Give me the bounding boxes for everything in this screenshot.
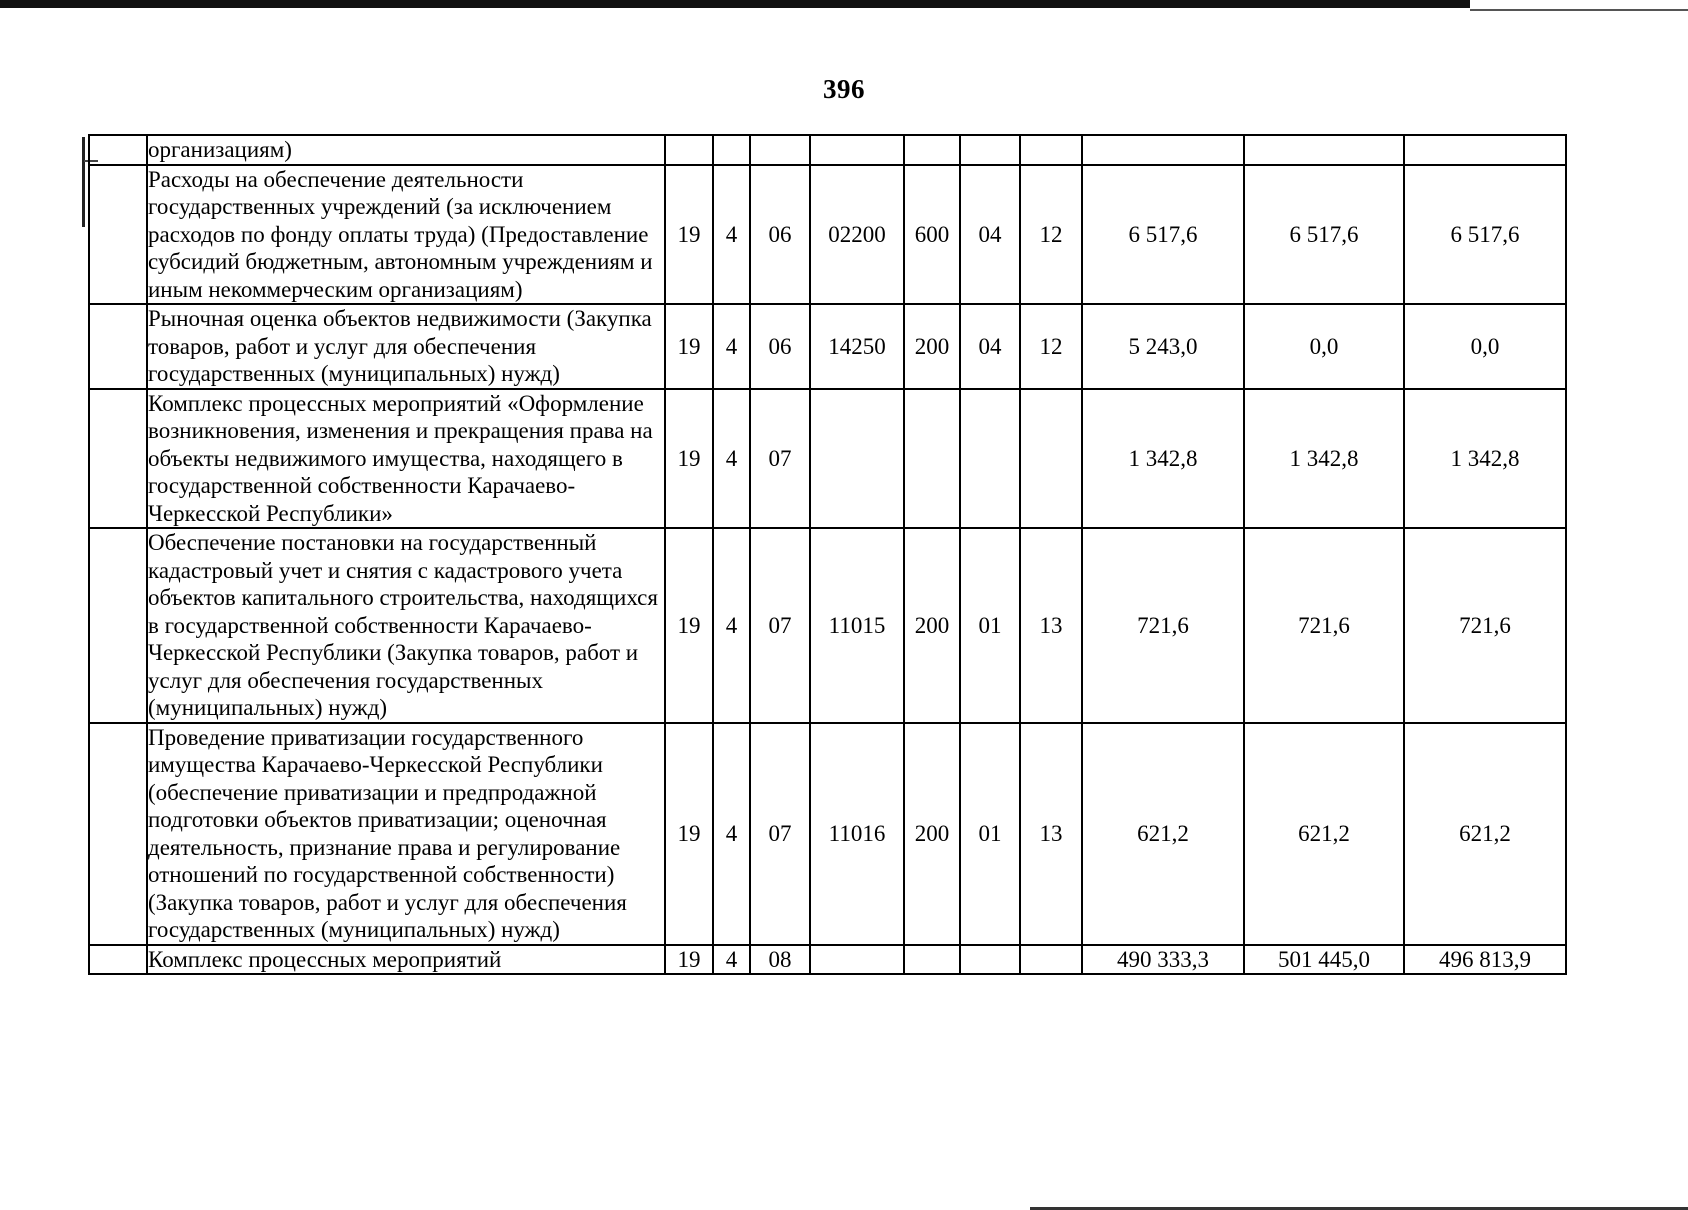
table-row (89, 304, 1566, 389)
code-cell: 08 (750, 945, 810, 975)
amount-cell: 490 333,3 (1082, 945, 1244, 975)
row-marker-cell (89, 945, 147, 975)
row-marker-cell (89, 165, 147, 305)
code-cell: 4 (713, 723, 750, 945)
code-cell (810, 135, 904, 165)
code-cell: 06 (750, 165, 810, 305)
amount-cell: 1 342,8 (1244, 389, 1404, 529)
page-number: 396 (823, 74, 865, 104)
amount-cell: 6 517,6 (1404, 165, 1566, 305)
code-cell: 4 (713, 389, 750, 529)
code-cell: 200 (904, 304, 960, 389)
code-cell (750, 135, 810, 165)
code-cell: 4 (713, 945, 750, 975)
scan-top-border (0, 0, 1470, 8)
table-row (89, 389, 1566, 529)
amount-cell (1404, 135, 1566, 165)
code-cell (1020, 135, 1082, 165)
code-cell (713, 135, 750, 165)
code-cell (960, 135, 1020, 165)
code-cell: 07 (750, 723, 810, 945)
code-cell: 4 (713, 165, 750, 305)
code-cell (904, 135, 960, 165)
amount-cell: 621,2 (1244, 723, 1404, 945)
table-row (89, 945, 1566, 975)
code-cell: 13 (1020, 528, 1082, 723)
code-cell: 01 (960, 723, 1020, 945)
scan-margin-mark (82, 137, 85, 227)
code-cell: 19 (665, 528, 713, 723)
code-cell: 13 (1020, 723, 1082, 945)
code-cell (904, 389, 960, 529)
table-row (89, 528, 1566, 723)
amount-cell: 721,6 (1404, 528, 1566, 723)
amount-cell (1082, 135, 1244, 165)
row-description: Рыночная оценка объектов недвижимости (Закупка товаров, работ и услуг для обеспечения государственных (муниципальных) нужд) (147, 304, 665, 389)
amount-cell: 621,2 (1082, 723, 1244, 945)
row-marker-cell (89, 389, 147, 529)
code-cell: 4 (713, 528, 750, 723)
code-cell: 11015 (810, 528, 904, 723)
code-cell: 19 (665, 723, 713, 945)
code-cell: 06 (750, 304, 810, 389)
amount-cell: 621,2 (1404, 723, 1566, 945)
row-marker-cell (89, 723, 147, 945)
table-row (89, 723, 1566, 945)
row-marker-cell (89, 135, 147, 165)
code-cell: 200 (904, 723, 960, 945)
row-marker-cell (89, 304, 147, 389)
code-cell: 600 (904, 165, 960, 305)
code-cell: 01 (960, 528, 1020, 723)
code-cell (810, 945, 904, 975)
row-description: Обеспечение постановки на государственный кадастровый учет и снятия с кадастрового учета объектов капитального строительства, находящихся в государственной собственности Карачаево-Черкесской Республики (Закупка товаров, работ и услуг для обеспечения государственных (муниципальных) нужд) (147, 528, 665, 723)
code-cell: 04 (960, 304, 1020, 389)
code-cell (810, 389, 904, 529)
amount-cell: 721,6 (1244, 528, 1404, 723)
row-description: Комплекс процессных мероприятий «Оформление возникновения, изменения и прекращения права на объекты недвижимого имущества, находящего в государственной собственности Карачаево-Черкесской Республики» (147, 389, 665, 529)
amount-cell: 6 517,6 (1082, 165, 1244, 305)
row-marker-cell (89, 528, 147, 723)
amount-cell: 1 342,8 (1082, 389, 1244, 529)
amount-cell: 721,6 (1082, 528, 1244, 723)
code-cell: 19 (665, 304, 713, 389)
code-cell: 19 (665, 165, 713, 305)
code-cell (904, 945, 960, 975)
scan-top-border-thin (1470, 9, 1688, 11)
code-cell: 4 (713, 304, 750, 389)
budget-table (88, 134, 1567, 975)
table-row (89, 135, 1566, 165)
code-cell: 19 (665, 945, 713, 975)
code-cell: 11016 (810, 723, 904, 945)
code-cell: 07 (750, 528, 810, 723)
code-cell (960, 389, 1020, 529)
row-description: Проведение приватизации государственного имущества Карачаево-Черкесской Республики (обеспечение приватизации и предпродажной подготовки объектов приватизации; оценочная деятельность, признание права и регулирование отношений по государственной собственности) (Закупка товаров, работ и услуг для обеспечения государственных (муниципальных) нужд) (147, 723, 665, 945)
amount-cell: 1 342,8 (1404, 389, 1566, 529)
table-row (89, 165, 1566, 305)
amount-cell: 0,0 (1404, 304, 1566, 389)
code-cell: 04 (960, 165, 1020, 305)
code-cell: 200 (904, 528, 960, 723)
row-description: организациям) (147, 135, 665, 165)
code-cell: 14250 (810, 304, 904, 389)
code-cell: 12 (1020, 304, 1082, 389)
row-description: Расходы на обеспечение деятельности государственных учреждений (за исключением расходов по фонду оплаты труда) (Предоставление субсидий бюджетным, автономным учреждениям и иным некоммерческим организациям) (147, 165, 665, 305)
code-cell: 02200 (810, 165, 904, 305)
code-cell: 07 (750, 389, 810, 529)
code-cell: 19 (665, 389, 713, 529)
code-cell (1020, 945, 1082, 975)
amount-cell: 496 813,9 (1404, 945, 1566, 975)
code-cell (665, 135, 713, 165)
code-cell (960, 945, 1020, 975)
code-cell: 12 (1020, 165, 1082, 305)
amount-cell: 0,0 (1244, 304, 1404, 389)
code-cell (1020, 389, 1082, 529)
amount-cell (1244, 135, 1404, 165)
amount-cell: 6 517,6 (1244, 165, 1404, 305)
amount-cell: 5 243,0 (1082, 304, 1244, 389)
amount-cell: 501 445,0 (1244, 945, 1404, 975)
row-description: Комплекс процессных мероприятий (147, 945, 665, 975)
